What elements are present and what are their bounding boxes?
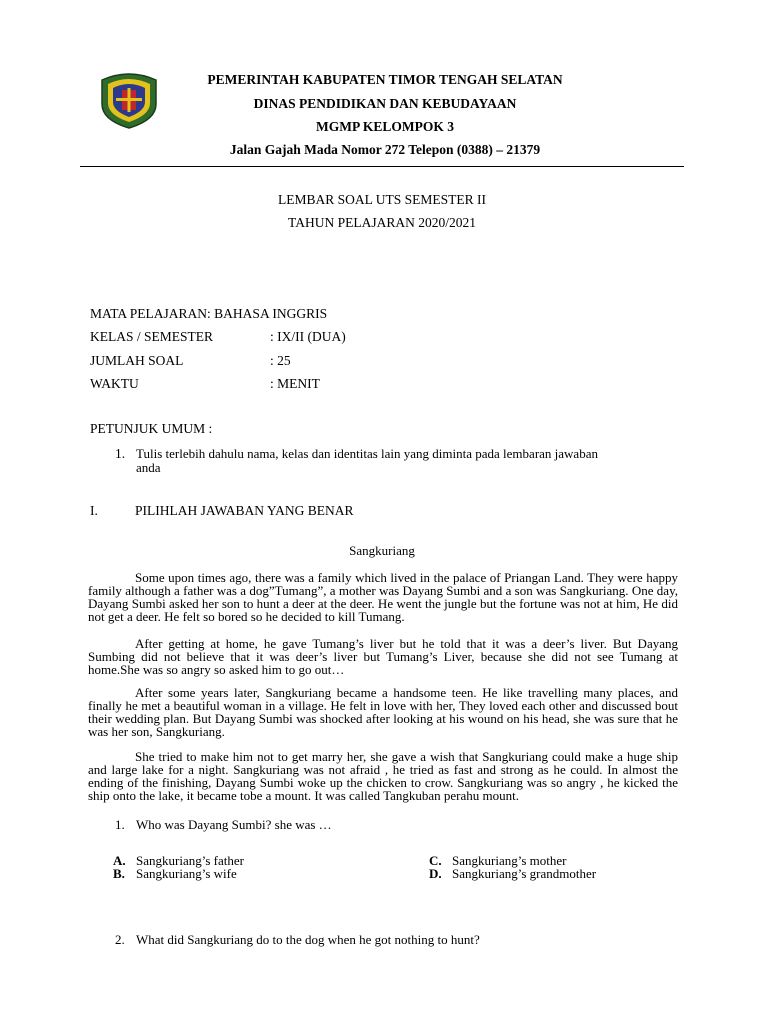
option-d-text[interactable]: Sangkuriang’s grandmother <box>452 866 597 881</box>
story-paragraph-3: After some years later, Sangkuriang became a handsome teen. He like travelling many places, and finally he met a beautiful woman in a village. He felt in love with her, They loved each other and discussed bout their wedding plan. But Dayang Sumbi was shocked after looking at his wound on his head, she was sure that he was her son, Sangkuriang. <box>88 685 678 739</box>
question-1-number: 1. <box>115 817 125 832</box>
option-c-letter: C. <box>429 853 442 868</box>
question-2-number: 2. <box>115 932 125 947</box>
info-count-value: : 25 <box>270 353 291 368</box>
instruction-1-number: 1. <box>115 446 126 461</box>
story-paragraph-1: Some upon times ago, there was a family which lived in the palace of Priangan Land. They were happy family although a father was a dog”Tumang”, a mother was Dayang Sumbi and a son was Sangkuriang. One day, Dayang Sumbi asked her son to hunt a deer at the deer. He went the jungle but the fortune was not at him, He did not get a deer. He felt so bored so he decided to kill Tumang. <box>88 570 678 624</box>
story-title: Sangkuriang <box>349 543 415 558</box>
question-1-text: Who was Dayang Sumbi? she was … <box>136 817 332 832</box>
option-b-letter: B. <box>113 866 125 881</box>
info-count-label: JUMLAH SOAL <box>90 353 184 368</box>
exam-title: LEMBAR SOAL UTS SEMESTER II <box>277 192 486 207</box>
info-class-label: KELAS / SEMESTER <box>90 329 214 344</box>
info-time-value: : MENIT <box>270 376 320 391</box>
section-number: I. <box>90 503 98 518</box>
option-c-text[interactable]: Sangkuriang’s mother <box>452 853 567 868</box>
header-government: PEMERINTAH KABUPATEN TIMOR TENGAH SELATAN <box>207 72 563 87</box>
section-title: PILIHLAH JAWABAN YANG BENAR <box>135 503 354 518</box>
instructions-heading: PETUNJUK UMUM : <box>90 421 213 436</box>
story-paragraph-2: After getting at home, he gave Tumang’s liver but he told that it was a deer’s liver. But Dayang Sumbing did not believe that it was deer’s liver but Tumang’s Liver, because she did not see Tumang at home.She was so angry so asked him to go out… <box>88 636 678 677</box>
story-paragraph-4: She tried to make him not to get marry her, she gave a wish that Sangkuriang could make a huge ship and large lake for a night. Sangkuriang was not afraid , he tried as fast and strong as he could. In almost the ending of the finishing, Dayang Sumbi woke up the chicken to crow. Sangkuriang was so angry , he kicked the ship onto the lake, it became tobe a mount. It was called Tangkuban perahu mount. <box>88 749 678 803</box>
header-group: MGMP KELOMPOK 3 <box>316 119 454 134</box>
option-a-text[interactable]: Sangkuriang’s father <box>136 853 244 868</box>
instruction-1-text-cont: anda <box>136 460 161 475</box>
question-2-text: What did Sangkuriang do to the dog when he got nothing to hunt? <box>136 932 480 947</box>
option-a-letter: A. <box>113 853 126 868</box>
exam-year: TAHUN PELAJARAN 2020/2021 <box>288 215 476 230</box>
instruction-1-text: Tulis terlebih dahulu nama, kelas dan identitas lain yang diminta pada lembaran jawaban <box>136 446 598 461</box>
option-d-letter: D. <box>429 866 442 881</box>
info-time-label: WAKTU <box>90 376 139 391</box>
header-department: DINAS PENDIDIKAN DAN KEBUDAYAAN <box>253 96 517 111</box>
info-class-value: : IX/II (DUA) <box>270 329 346 344</box>
option-b-text[interactable]: Sangkuriang’s wife <box>136 866 237 881</box>
info-subject: MATA PELAJARAN: BAHASA INGGRIS <box>90 306 328 321</box>
header-divider <box>80 166 684 167</box>
header-address: Jalan Gajah Mada Nomor 272 Telepon (0388) – 21379 <box>229 142 541 157</box>
